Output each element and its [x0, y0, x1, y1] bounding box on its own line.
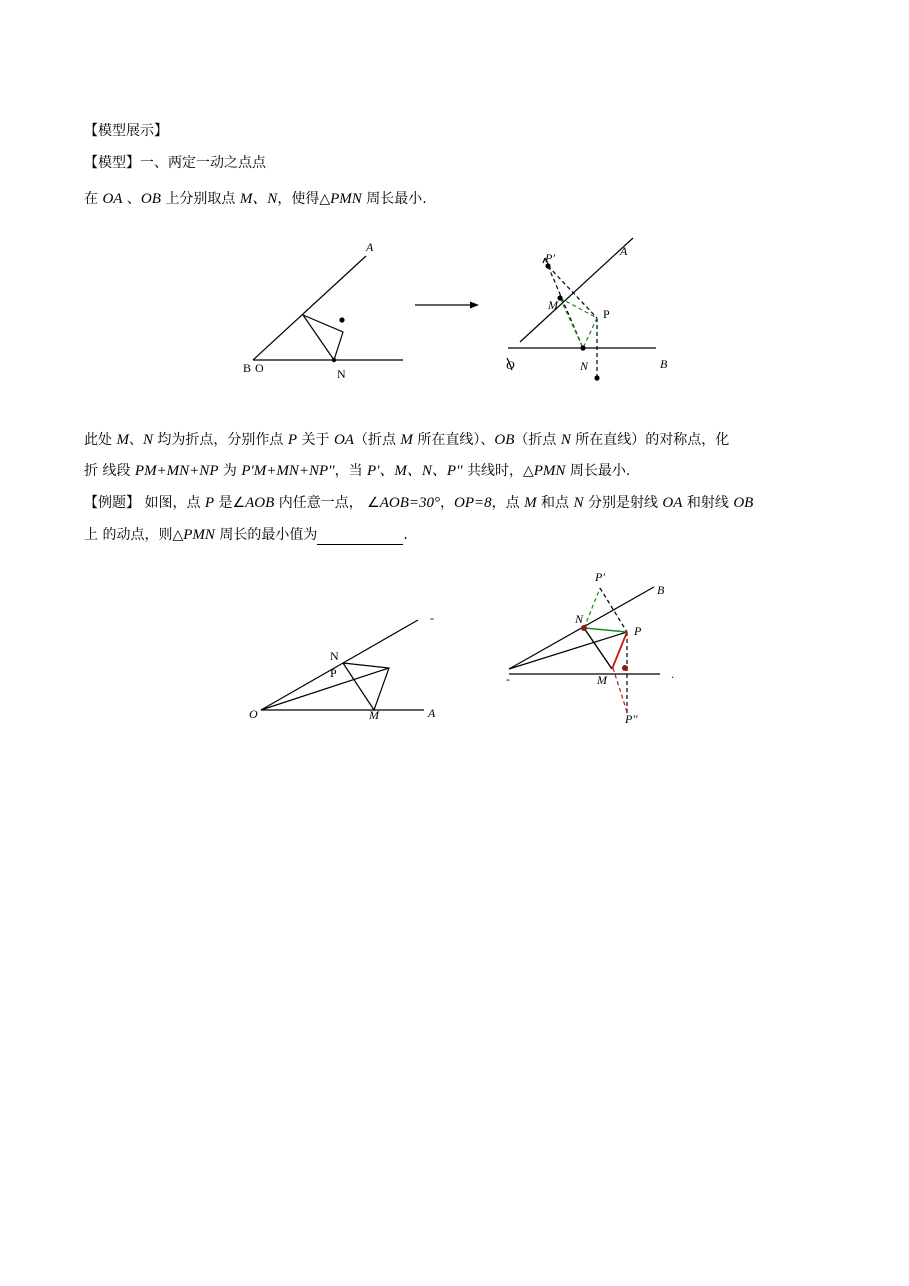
point-n: N	[142, 432, 153, 448]
label-a: A	[428, 706, 436, 720]
model-heading: 【模型】一、两定一动之点点	[84, 155, 266, 171]
point-p-dot	[339, 317, 344, 322]
point-n: N	[560, 432, 571, 448]
segment-nm	[584, 628, 612, 669]
point-p: P	[287, 432, 298, 448]
label-a: .	[671, 667, 674, 681]
label-p1: P'	[545, 251, 555, 265]
label-o: O	[249, 707, 258, 721]
label-o: O	[255, 361, 264, 375]
op-length: OP=8	[454, 495, 492, 511]
point-m: M	[116, 432, 129, 448]
triangle-pmn: PMN	[533, 463, 566, 479]
label-o: O	[506, 358, 515, 372]
point-n-dot	[580, 345, 585, 350]
text-run: （折点	[353, 432, 401, 448]
ray-ob	[261, 620, 418, 710]
text-run: 和射线	[682, 495, 734, 511]
text-run: 上 的动点，则△	[84, 527, 184, 543]
text-run: 是∠	[214, 495, 246, 511]
text-run: 在	[84, 191, 103, 207]
text-run: 如图，点	[140, 495, 205, 511]
point-m-dot	[622, 665, 628, 671]
segment-oa: OA	[102, 191, 123, 207]
ray-ob: OB	[733, 495, 754, 511]
points-mn: M、N	[239, 191, 278, 207]
figure-1-left	[253, 256, 403, 360]
point-m: M	[400, 432, 413, 448]
text-run: ，	[440, 495, 454, 511]
triangle-pmn: PMN	[183, 527, 215, 543]
angle-value: AOB=30°	[379, 495, 440, 511]
text-run: ，使得△	[277, 191, 331, 207]
label-n: N	[330, 649, 339, 663]
text-run: .	[403, 527, 408, 543]
segment-oa: OA	[333, 432, 354, 448]
label-n: N	[580, 359, 589, 373]
segment-mp	[612, 632, 627, 669]
text-run: 内任意一点， ∠	[274, 495, 380, 511]
text-run: 均为折点，分别作点	[152, 432, 288, 448]
angle-aob: AOB	[245, 495, 275, 511]
label-p2: P''	[625, 712, 638, 726]
text-run: 所在直线）、	[412, 432, 495, 448]
point-n-dot	[332, 358, 336, 362]
label-b: B	[657, 583, 665, 597]
text-run: ，点	[491, 495, 525, 511]
ray-oa: OA	[662, 495, 683, 511]
figure-2-left	[261, 620, 424, 710]
text-run: ，当	[334, 463, 368, 479]
label-n: N	[575, 612, 584, 626]
label-n: N	[337, 367, 346, 381]
example-tag: 【例题】	[84, 495, 140, 511]
label-a: A	[366, 240, 374, 254]
figure-1-right	[507, 238, 656, 378]
text-run: 为	[218, 463, 242, 479]
label-b: B	[660, 357, 668, 371]
point-n: N	[573, 495, 584, 511]
triangle-pmn: PMN	[330, 191, 362, 207]
text-run: 共线时，△	[462, 463, 534, 479]
segment-ob: OB	[494, 432, 515, 448]
text-run: 所在直线）的对称点，化	[570, 432, 730, 448]
label-p: P	[330, 666, 337, 680]
text-run: 周长的最小值为	[214, 527, 318, 543]
point-p2-dot	[594, 375, 599, 380]
point-p: P	[204, 495, 215, 511]
segment-np	[584, 628, 627, 632]
text-run: 、	[128, 432, 143, 448]
text-run: 分别是射线	[583, 495, 663, 511]
ray-oa	[520, 238, 633, 342]
text-run: 此处	[84, 432, 117, 448]
text-run: 周长最小.	[361, 191, 427, 207]
triangle-pmn	[303, 315, 343, 360]
text-run: 上分别取点	[160, 191, 240, 207]
section-title: 【模型展示】	[84, 123, 168, 139]
text-run: 关于	[297, 432, 334, 448]
text-run: 周长最小.	[565, 463, 631, 479]
text-run: 折 线段	[84, 463, 135, 479]
text-run: 和点	[536, 495, 574, 511]
label-p1: P'	[595, 570, 605, 584]
text-run: （折点	[514, 432, 561, 448]
text-run: 、	[122, 191, 141, 207]
path-sum: PM+MN+NP	[134, 463, 219, 479]
triangle-pmn-dashed	[560, 298, 597, 348]
label-b: B	[243, 361, 252, 375]
label-p: P	[634, 624, 642, 638]
collinear-points: P'、M、N、P''	[367, 463, 463, 479]
segment-ob: OB	[140, 191, 161, 207]
arrow-icon	[415, 302, 479, 309]
point-m-dot	[557, 295, 562, 300]
label-m: M	[548, 298, 558, 312]
label-b: -	[430, 611, 434, 625]
point-m: M	[524, 495, 537, 511]
path-sum-reflected: P'M+MN+NP''	[241, 463, 335, 479]
label-m: M	[369, 708, 379, 722]
label-p: P	[603, 307, 610, 321]
segment-op	[509, 632, 627, 669]
ray-oa	[253, 256, 366, 360]
figure-2-right	[509, 587, 660, 715]
label-m: M	[597, 673, 607, 687]
label-o: -	[506, 672, 510, 686]
label-a: A	[620, 244, 628, 258]
